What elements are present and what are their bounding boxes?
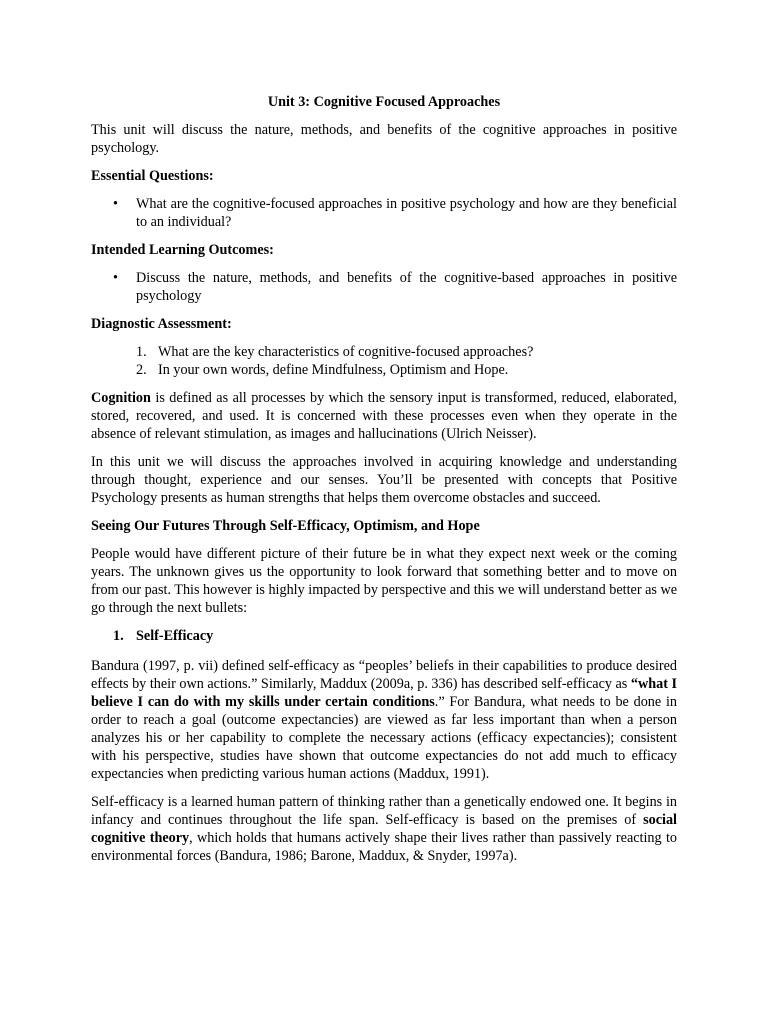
list-item (91, 269, 677, 305)
list-item-text: What are the cognitive-focused approaches in positive psychology and how are they beneficial to an individual? (136, 196, 677, 230)
paragraph-text: .” For Bandura, what needs to be done in order to reach a goal (outcome expectancies) are viewed as far less important than when a person analyzes his or her capability to complete the necessary actions (efficacy expectancies); consistent with his perspective, studies have shown that outcome expectancies do not add much to efficacy expectancies when predicting various human actions (Maddux, 1991). (91, 694, 677, 782)
cognition-definition-paragraph (91, 389, 677, 443)
list-number: 1. (136, 344, 147, 360)
diagnostic-assessment-heading: Diagnostic Assessment: (91, 316, 232, 332)
bullet-icon: • (113, 270, 118, 286)
section-heading: Seeing Our Futures Through Self-Efficacy, Optimism, and Hope (91, 518, 480, 534)
self-efficacy-heading (91, 627, 677, 645)
learning-outcomes-heading: Intended Learning Outcomes: (91, 242, 274, 258)
intro-paragraph: This unit will discuss the nature, methods, and benefits of the cognitive approaches in positive psychology. (91, 122, 677, 156)
learning-outcomes-list (91, 269, 677, 305)
list-item-text: In your own words, define Mindfulness, Optimism and Hope. (158, 362, 509, 378)
self-efficacy-paragraph-1 (91, 657, 677, 783)
essential-questions-list (91, 195, 677, 231)
bullet-icon: • (113, 196, 118, 212)
emphasis-quote: “what I believe I can do with my skills under certain conditions (91, 676, 678, 710)
list-item (91, 361, 677, 379)
list-item-text: What are the key characteristics of cognitive-focused approaches? (158, 344, 534, 360)
heading-text: Self-Efficacy (136, 628, 214, 644)
list-item (91, 195, 677, 231)
unit-paragraph: In this unit we will discuss the approaches involved in acquiring knowledge and understanding through thought, experience and our senses. You’ll be presented with concepts that Positive Psychology presents as human strengths that helps them overcome obstacles and succeed. (91, 454, 677, 506)
section-paragraph: People would have different picture of their future be in what they expect next week or the coming years. The unknown gives us the opportunity to look forward that something better and to move on from our past. This however is highly impacted by perspective and this we will understand better as we go through the next bullets: (91, 546, 678, 616)
paragraph-text: Self-efficacy is a learned human pattern of thinking rather than a genetically endowed one. It begins in infancy and continues throughout the life span. Self-efficacy is based on the premises of (91, 794, 677, 828)
cognition-text: is defined as all processes by which the sensory input is transformed, reduced, elaborated, stored, recovered, and used. It is concerned with these processes even when they operate in the absence of relevant stimulation, as images and hallucinations (Ulrich Neisser). (91, 390, 677, 442)
list-item (91, 343, 677, 361)
emphasis-term: social cognitive theory (91, 812, 677, 846)
cognition-term: Cognition (91, 390, 151, 406)
document-page (91, 93, 677, 875)
essential-questions-heading: Essential Questions: (91, 168, 214, 184)
heading-number: 1. (113, 628, 124, 644)
paragraph-text: , which holds that humans actively shape their lives rather than passively reacting to environmental forces (Bandura, 1986; Barone, Maddux, & Snyder, 1997a). (91, 830, 677, 864)
list-item-text: Discuss the nature, methods, and benefits of the cognitive-based approaches in positive psychology (136, 270, 677, 304)
page-title: Unit 3: Cognitive Focused Approaches (267, 94, 501, 110)
diagnostic-assessment-list (91, 343, 677, 379)
self-efficacy-paragraph-2 (91, 793, 677, 865)
paragraph-text: Bandura (1997, p. vii) defined self-efficacy as “peoples’ beliefs in their capabilities to produce desired effects by their own actions.” Similarly, Maddux (2009a, p. 336) has described self-efficacy as (91, 658, 677, 692)
list-number: 2. (136, 362, 147, 378)
